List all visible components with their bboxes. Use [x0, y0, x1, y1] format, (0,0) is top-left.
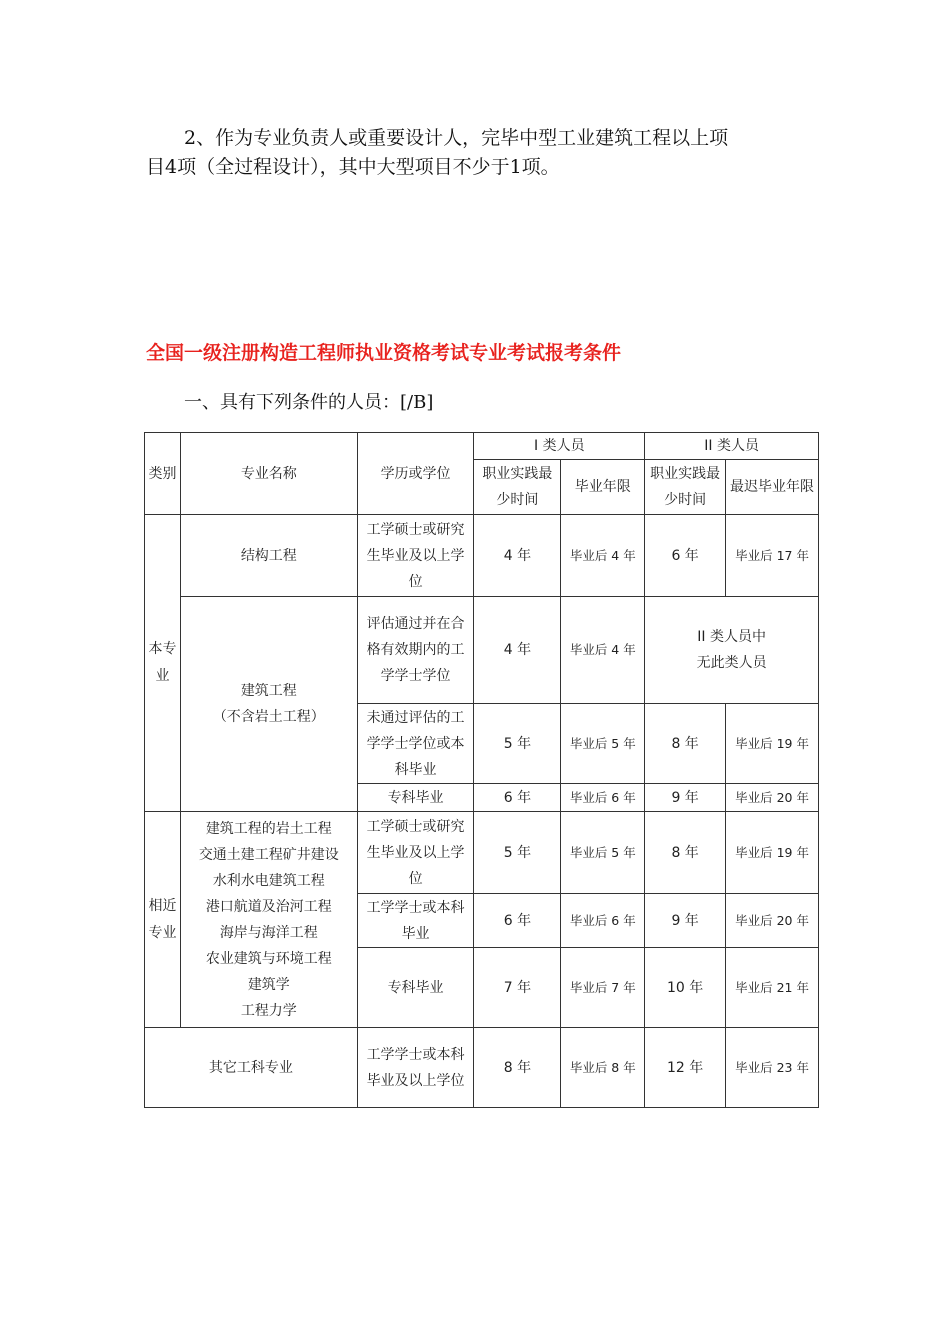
row1-grad-1: 毕业后 4 年	[561, 515, 645, 597]
related-major-6: 农业建筑与环境工程	[205, 950, 332, 967]
row4-degree: 专科毕业	[357, 784, 474, 812]
row1-practice-2: 6 年	[645, 515, 726, 597]
major-structural: 结构工程	[180, 515, 357, 597]
row3-degree: 未通过评估的工学学士学位或本科毕业	[357, 704, 474, 784]
row5-degree: 工学硕士或研究生毕业及以上学位	[357, 812, 474, 894]
related-major-2: 交通土建工程矿井建设	[198, 846, 339, 863]
row5-practice-2: 8 年	[645, 812, 726, 894]
row3-practice-1: 5 年	[474, 704, 561, 784]
row2-none-line1: II 类人员中	[697, 629, 766, 645]
header-class-2: II 类人员	[645, 433, 819, 460]
row4-grad-1: 毕业后 6 年	[561, 784, 645, 812]
row7-practice-1: 7 年	[474, 948, 561, 1028]
related-major-7: 建筑学	[247, 976, 290, 993]
paragraph-line-1: 2、作为专业负责人或重要设计人，完毕中型工业建筑工程以上项	[184, 127, 729, 149]
row3-grad-1: 毕业后 5 年	[561, 704, 645, 784]
row8-grad-2: 毕业后 23 年	[726, 1028, 819, 1108]
row6-practice-2: 9 年	[645, 894, 726, 948]
row8-grad-1: 毕业后 8 年	[561, 1028, 645, 1108]
major-other: 其它工科专业	[145, 1028, 358, 1108]
paragraph-line-2: 目4项（全过程设计），其中大型项目不少于1项。	[146, 156, 560, 178]
row7-grad-1: 毕业后 7 年	[561, 948, 645, 1028]
row5-practice-1: 5 年	[474, 812, 561, 894]
row6-grad-1: 毕业后 6 年	[561, 894, 645, 948]
related-major-4: 港口航道及治河工程	[205, 898, 332, 915]
section-subheading: 一、具有下列条件的人员：[/B]	[184, 392, 434, 413]
row5-grad-1: 毕业后 5 年	[561, 812, 645, 894]
row4-practice-2: 9 年	[645, 784, 726, 812]
row4-grad-2: 毕业后 20 年	[726, 784, 819, 812]
row8-practice-2: 12 年	[645, 1028, 726, 1108]
group-related-major: 相近专业	[145, 812, 181, 1028]
header-grad-latest-2: 最迟毕业年限	[726, 460, 819, 515]
related-majors-list	[180, 812, 357, 1028]
section-heading: 全国一级注册构造工程师执业资格考试专业考试报考条件	[146, 342, 622, 364]
row1-degree: 工学硕士或研究生毕业及以上学位	[357, 515, 474, 597]
row8-degree: 工学学士或本科毕业及以上学位	[357, 1028, 474, 1108]
header-grad-years-1: 毕业年限	[561, 460, 645, 515]
row2-practice-1: 4 年	[474, 597, 561, 704]
header-practice-min-1: 职业实践最少时间	[474, 460, 561, 515]
row6-practice-1: 6 年	[474, 894, 561, 948]
row2-none-line2: 无此类人员	[696, 655, 767, 671]
major-building	[180, 597, 357, 812]
related-major-1: 建筑工程的岩土工程	[205, 820, 332, 837]
related-major-5: 海岸与海洋工程	[219, 924, 318, 941]
header-degree: 学历或学位	[357, 433, 474, 515]
row2-grad-1: 毕业后 4 年	[561, 597, 645, 704]
major-building-note: （不含岩土工程）	[212, 709, 325, 725]
row3-practice-2: 8 年	[645, 704, 726, 784]
related-major-8: 工程力学	[240, 1002, 297, 1019]
row3-grad-2: 毕业后 19 年	[726, 704, 819, 784]
group-same-major: 本专业	[145, 515, 181, 812]
header-category: 类别	[145, 433, 181, 515]
row8-practice-1: 8 年	[474, 1028, 561, 1108]
row5-grad-2: 毕业后 19 年	[726, 812, 819, 894]
row4-practice-1: 6 年	[474, 784, 561, 812]
header-practice-min-2: 职业实践最少时间	[645, 460, 726, 515]
row7-grad-2: 毕业后 21 年	[726, 948, 819, 1028]
major-building-name: 建筑工程	[240, 683, 297, 699]
row1-practice-1: 4 年	[474, 515, 561, 597]
requirements-table	[144, 432, 819, 1108]
header-major: 专业名称	[180, 433, 357, 515]
row6-grad-2: 毕业后 20 年	[726, 894, 819, 948]
header-class-1: I 类人员	[474, 433, 645, 460]
intro-paragraph	[146, 124, 806, 182]
row6-degree: 工学学士或本科毕业	[357, 894, 474, 948]
row7-degree: 专科毕业	[357, 948, 474, 1028]
row1-grad-2: 毕业后 17 年	[726, 515, 819, 597]
row2-degree: 评估通过并在合格有效期内的工学学士学位	[357, 597, 474, 704]
related-major-3: 水利水电建筑工程	[212, 872, 325, 889]
row7-practice-2: 10 年	[645, 948, 726, 1028]
row2-class2-none	[645, 597, 819, 704]
